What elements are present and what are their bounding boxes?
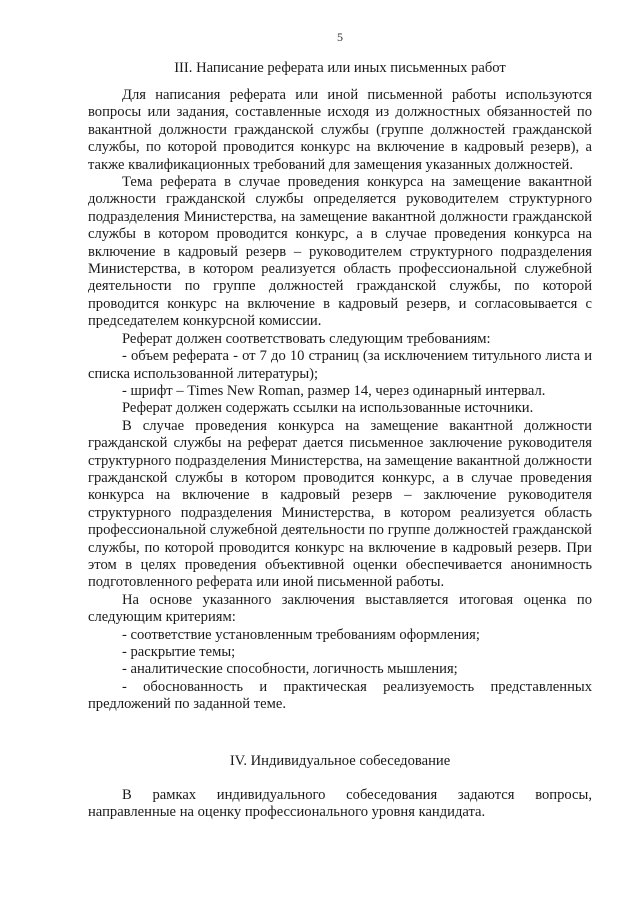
- paragraph-essay-topic: Тема реферата в случае проведения конкурса на замещение вакантной должности гражданской службы определяется руководителем структурного подразделения Министерства, на замещение вакантной должности гражданской службы в котором проводится конкурс, а в случае проведения конкурса на включение в кадровый резерв – руководителем структурного подразделения Министерства, в котором реализуется область профессиональной служебной деятельности по группе должностей гражданской службы, по которой проводится конкурс на включение в кадровый резерв, и согласовывается с председателем конкурсной комиссии.: [88, 174, 592, 330]
- section-4-title: IV. Индивидуальное собеседование: [229, 753, 451, 769]
- paragraph-interview: В рамках индивидуального собеседования задаются вопросы, направленные на оценку профессионального уровня кандидата.: [88, 787, 592, 821]
- list-item-font: - шрифт – Times New Roman, размер 14, через одинарный интервал.: [122, 382, 546, 399]
- paragraph-essay-questions: Для написания реферата или иной письменной работы используются вопросы или задания, составленные исходя из должностных обязанностей по вакантной должности гражданской службы (группе должностей гражданской службы, по которой проводится конкурс на включение в кадровый резерв), а также квалификационных требований для замещения указанных должностей.: [88, 87, 592, 173]
- list-item-formatting: - соответствие установленным требованиям оформления;: [122, 626, 480, 643]
- list-item-topic-coverage: - раскрытие темы;: [122, 644, 236, 660]
- paragraph-conclusion: В случае проведения конкурса на замещение вакантной должности гражданской службы на реферат дается письменное заключение руководителя структурного подразделения Министерства, на замещение вакантной должности гражданской службы в котором проводится конкурс, а в случае проведения конкурса на включение в кадровый резерв – заключение руководителя структурного подразделения Министерства, в котором реализуется область профессиональной служебной деятельности по группе должностей гражданской службы, по которой проводится конкурс на включение в кадровый резерв. При этом в целях проведения объективной оценки обеспечивается анонимность подготовленного реферата или иной письменной работы.: [88, 417, 592, 591]
- paragraph-references: Реферат должен содержать ссылки на использованные источники.: [122, 400, 534, 417]
- page-number: 5: [337, 30, 343, 44]
- list-item-volume: - объем реферата - от 7 до 10 страниц (за исключением титульного листа и списка использованной литературы);: [88, 348, 592, 382]
- paragraph-requirements-intro: Реферат должен соответствовать следующим требованиям:: [122, 330, 491, 347]
- list-item-analytical: - аналитические способности, логичность мышления;: [122, 661, 458, 678]
- section-4-body: [88, 787, 592, 822]
- section-3-body: [88, 87, 592, 714]
- paragraph-criteria-intro: На основе указанного заключения выставляется итоговая оценка по следующим критериям:: [88, 591, 592, 626]
- list-item-feasibility: - обоснованность и практическая реализуемость представленных предложений по заданной теме.: [88, 678, 592, 713]
- section-3-title: III. Написание реферата или иных письменных работ: [174, 60, 506, 76]
